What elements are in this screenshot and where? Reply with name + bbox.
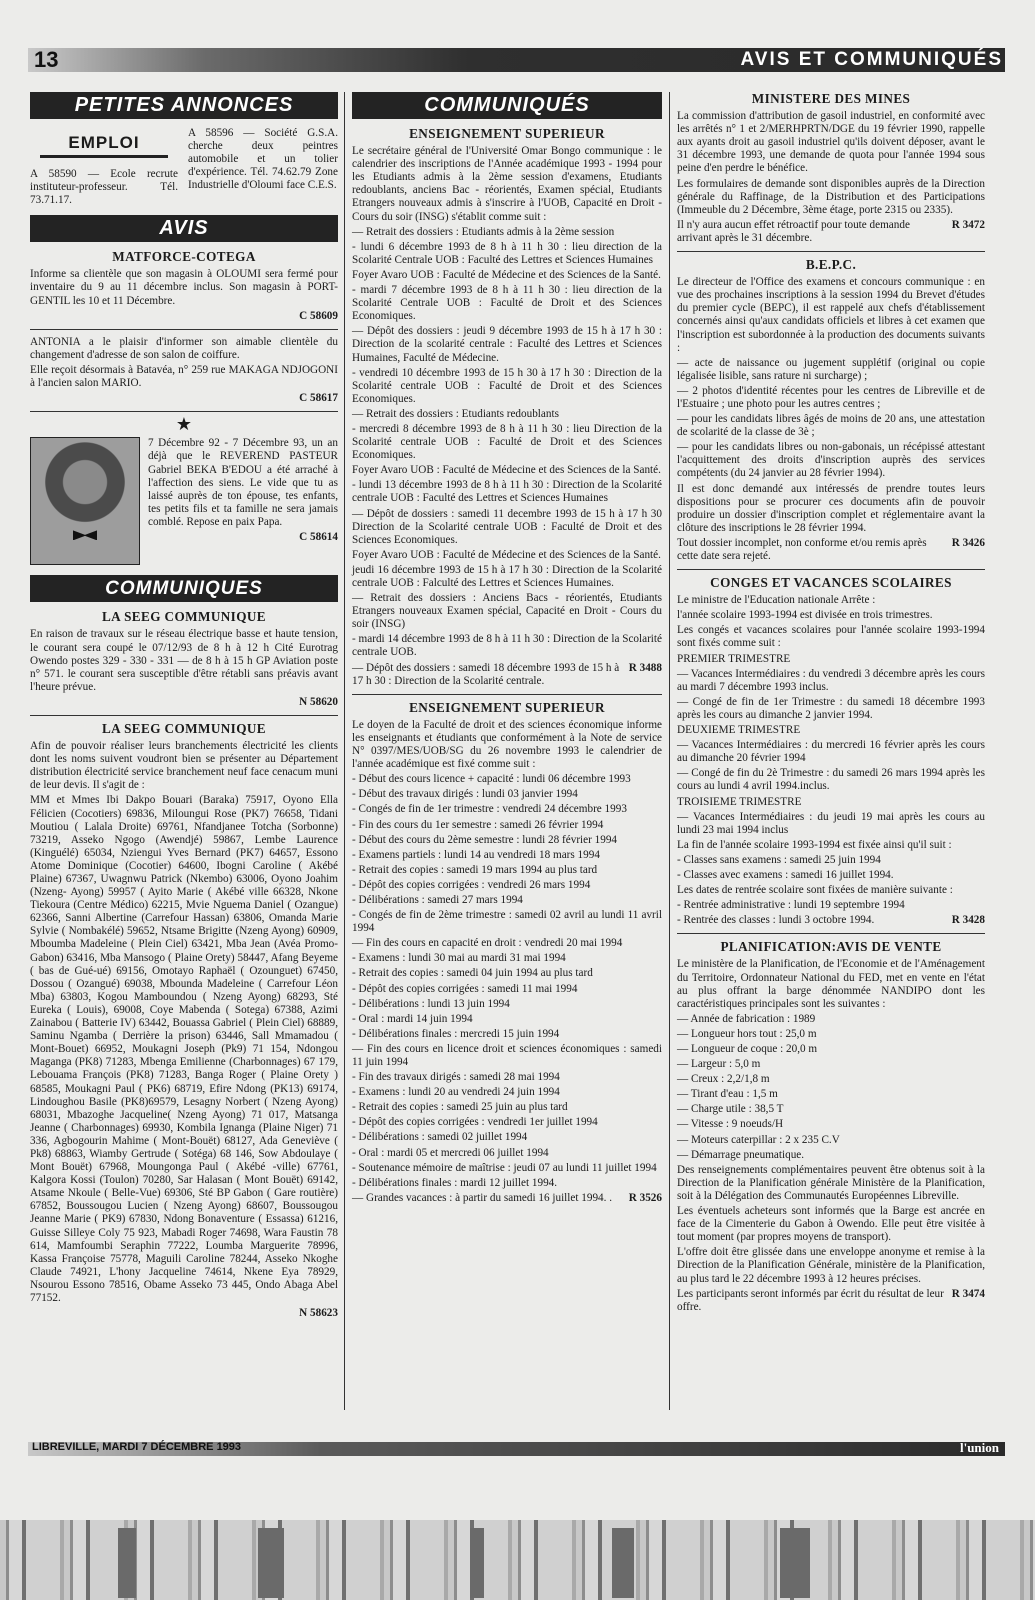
paragraph: - Classes sans examens : samedi 25 juin 1994 [677,853,881,866]
paragraph: - Congés de fin de 1er trimestre : vendredi 24 décembre 1993 [352,803,627,816]
bepc-title: B.E.P.C. [805,257,857,273]
paragraph: — Charge utile : 38,5 T [677,1103,784,1116]
scan-artifact [0,1520,1035,1600]
paragraph: - Délibérations finales : mercredi 15 juin 1994 [352,1027,560,1040]
communiques-banner: COMMUNIQUES [30,575,338,602]
divider [352,694,662,695]
page-number: 13 [34,47,59,72]
section-title: AVIS ET COMMUNIQUÉS [740,49,1003,70]
paragraph: — Longueur de coque : 20,0 m [677,1043,818,1055]
paragraph: - Fin des travaux dirigés : samedi 28 mai 1994 [352,1071,560,1084]
column-1 [30,92,338,1320]
paragraph: — Année de fabrication : 1989 [677,1012,816,1025]
antonia-ref: C 58617 [299,392,338,405]
paragraph: Foyer Avaro UOB : Faculté de Médecine et des Sciences de la Santé. [352,464,661,477]
emploi-section [30,127,338,209]
divider [677,251,985,252]
portrait-photo [30,437,140,565]
matforce-text: Informe sa clientèle que son magasin à OLOUMI sera fermé pour inventaire du 9 au 11 décembre inclus. Son magasin à PORT-GENTIL les 10 et 11 Décembre. [30,268,338,307]
avis-banner: AVIS [30,215,338,242]
enseignement-body-2 [352,719,662,1190]
paragraph: - Classes avec examens : samedi 16 juillet 1994. [677,868,894,881]
seeg-text-1: En raison de travaux sur le réseau électrique basse et haute tension, le courant sera coupé le 07/12/93 de 8 h à 12 h Cité Eurotrag Owendo postes 329 - 330 - 331 — de 8 h à 15 h GP Aviation poste n° 571. le courant sera susceptible d'être rétabli sans préavis avant l'heure prévue. [30,628,338,693]
conges-closing: - Rentrée des classes : lundi 3 octobre 1994. R 3428 [677,914,985,927]
paragraph: - Dépôt des copies corrigées : vendredi 26 mars 1994 [352,878,591,891]
bepc-body [677,276,985,535]
enseignement-title-1: ENSEIGNEMENT SUPERIEUR [409,126,605,141]
divider [30,411,338,412]
antonia-text: ANTONIA a le plaisir d'informer son aimable clientèle du changement d'adresse de son salon de coiffure. [30,335,338,361]
in-memoriam [30,437,338,565]
divider [30,329,338,330]
scan-artifact [612,1528,634,1598]
paragraph: Les congés et vacances scolaires pour l'année scolaire 1993-1994 sont fixés comme suit : [677,624,985,650]
paragraph: - Début des cours du 2ème semestre : lundi 28 février 1994 [352,833,618,846]
paragraph: - Délibérations finales : mardi 12 juillet 1994. [352,1176,558,1189]
seeg-ref-2: N 58623 [299,1307,338,1320]
paragraph: Le directeur de l'Office des examens et concours communique : en vue des prochaines inscriptions à la session 1994 du Brevet d'études du premier cycle (BEPC), il est rappelé aux chefs d'établissement concernés ainsi qu'aux candidats officiels et libres à cet examen que l'inscription est subordonnée à la production des documents suivants : [677,276,985,354]
paragraph: - Examens : lundi 30 mai au mardi 31 mai 1994 [352,952,566,965]
enseignement-ref-2: R 3526 [628,1191,662,1204]
paragraph: - Oral : mardi 14 juin 1994 [352,1012,473,1025]
paragraph: - lundi 13 décembre 1993 de 8 h à 11 h 30 : Direction de la Scolarité centrale UOB : Faculté des Lettres et Sciences Humaines [352,479,662,505]
paragraph: - Rentrée administrative : lundi 19 septembre 1994 [677,899,905,912]
paragraph: - Retrait des copies : samedi 04 juin 1994 au plus tard [352,967,593,980]
paragraph: — Tirant d'eau : 1,5 m [677,1088,778,1101]
seeg-intro-2: Afin de pouvoir réaliser leurs branchements électricité les clients dont les noms suivent voudront bien se présenter au Département distribution électricité service branchement neuf face cenacum muni de leur devis. Il s'agit de : [30,740,338,792]
emploi-ad-left: A 58590 — Ecole recrute instituteur-professeur. Tél. 73.71.17. [30,168,178,207]
paragraph: La commission d'attribution de gasoil industriel, en conformité avec les arrêtés n° 1 et 2/MERHPRTN/DGE du 19 février 1990, rappelle aux ayants droit au gasoil industriel qu'ils doivent déposer, avant le 31 décembre 1993, une demande de quota pour l'année 1994 sous peine d'en perdre le bénéfice. [677,110,985,175]
paragraph: — Congé de fin du 2è Trimestre : du samedi 26 mars 1994 après les cours au lundi 4 avril 1994.inclus. [677,767,985,793]
paragraph: — Creux : 2,2/1,8 m [677,1073,770,1086]
paragraph: — Moteurs caterpillar : 2 x 235 C.V [677,1133,840,1146]
paragraph: - Soutenance mémoire de maîtrise : jeudi 07 au lundi 11 juillet 1994 [352,1161,657,1174]
enseignement-title-2: ENSEIGNEMENT SUPERIEUR [409,699,605,715]
star-icon: ★ [175,414,193,435]
scan-artifact [258,1528,284,1598]
paragraph: TROISIEME TRIMESTRE [677,795,802,808]
paragraph: Les formulaires de demande sont disponibles auprès de la Direction générale du Raffinage, de la Distribution et des Participations (Immeuble du 2 Décembre, 3ème étage, porte 2315 ou 2335). [677,177,985,216]
mines-body [677,110,985,217]
paragraph: Les éventuels acheteurs sont informés que la Barge est ancrée en face de la Cimenterie du Gabon à Owendo. Elle peut être visitée à tout moment (par propres moyens de transport). [677,1205,985,1244]
paragraph: — Retrait des dossiers : Etudiants redoublants [352,407,559,420]
paragraph: - Délibérations : samedi 27 mars 1994 [352,893,523,906]
paragraph: - Examens : lundi 20 au vendredi 24 juin 1994 [352,1086,560,1099]
paragraph: PREMIER TRIMESTRE [677,652,791,665]
column-3 [677,92,985,1314]
antonia-address: Elle reçoit désormais à Batavéa, n° 259 rue MAKAGA NDJOGONI à l'ancien salon MARIO. [30,363,338,390]
paragraph: L'offre doit être glissée dans une enveloppe anonyme et remise à la Direction de la Planification Générale, ministère de la Planification, au plus tard le 22 décembre 1993 à 12 heures précises. [677,1246,985,1285]
scan-artifact [470,1528,484,1598]
memoriam-ref: C 58614 [299,530,338,543]
mines-ref: R 3472 [951,218,985,231]
divider [677,569,985,570]
paragraph: - Dépôt des copies corrigées : samedi 11 mai 1994 [352,982,578,995]
paragraph: - Retrait des copies : samedi 25 juin au plus tard [352,1101,568,1114]
paragraph: — Dépôt de dossiers : samedi 11 decembre 1993 de 15 h à 17 h 30 Direction de la Scolarité centrale UOB : Faculté de Droit et des Sciences Economiques. [352,507,662,546]
paragraph: Le ministre de l'Education nationale Arrête : [677,594,876,607]
paragraph: — Vacances Intermédiaires : du vendredi 3 décembre après les cours au mardi 7 décembre 1993 inclus. [677,667,985,693]
paragraph: — Retrait des dossiers : Etudiants admis à la 2ème session [352,225,615,238]
paragraph: Foyer Avaro UOB : Faculté de Médecine et des Sciences de la Santé. [352,548,661,561]
paragraph: — Vacances Intermédiaires : du mercredi 16 février après les cours au dimanche 20 février 1994 [677,739,985,765]
paragraph: Il est donc demandé aux intéressés de prendre toutes leurs dispositions pour se procurer ces documents afin de pouvoir produire un dossier d'inscription complet et réglementaire avant la clôture des inscriptions le 28 février 1994. [677,482,985,534]
paragraph: - Début des cours licence + capacité : lundi 06 décembre 1993 [352,773,631,786]
paragraph: Foyer Avaro UOB : Faculté de Médecine et des Sciences de la Santé. [352,268,661,281]
seeg-title-2: LA SEEG COMMUNIQUE [101,720,266,736]
paragraph: — pour les candidats libres âgés de moins de 20 ans, une attestation de scolarité de la classe de 3è ; [677,413,985,439]
conges-title: CONGES ET VACANCES SCOLAIRES [710,575,952,591]
footer-date: LIBREVILLE, MARDI 7 DÉCEMBRE 1993 [32,1441,242,1453]
paragraph: — Congé de fin de 1er Trimestre : du samedi 18 décembre 1993 après les cours au dimanche 2 janvier 1994. [677,695,985,721]
enseignement-body-1 [352,145,662,659]
paragraph: Des renseignements complémentaires peuvent être obtenus soit à la Direction de la Planification générale Ministère de la Planification, soit à la Délégation des Communautés Européennes Libreville. [677,1163,985,1202]
matforce-ref: C 58609 [299,309,338,322]
planification-title: PLANIFICATION:AVIS DE VENTE [720,939,942,955]
paragraph: — Fin des cours en capacité en droit : vendredi 20 mai 1994 [352,937,623,950]
planification-ref: R 3474 [951,1287,985,1300]
paragraph: - Délibérations : lundi 13 juin 1994 [352,997,510,1010]
paragraph: - mardi 7 décembre 1993 de 8 h à 11 h 30 : lieu direction de la Scolarité Centrale UOB : Faculté de Droit et des Sciences Economiques. [352,284,662,323]
paragraph: Les dates de rentrée scolaire sont fixées de manière suivante : [677,884,953,897]
paragraph: — Dépôt des dossiers : jeudi 9 décembre 1993 de 15 h à 17 h 30 : Direction de la scolarité centrale : Faculté des Lettres et Sciences Humaines, Faculté de Médecine. [352,325,662,364]
seeg-ref-1: N 58620 [299,695,338,708]
communiques-banner: COMMUNIQUÉS [352,92,662,119]
paragraph: — Longueur hors tout : 25,0 m [677,1027,817,1040]
scan-artifact [780,1528,810,1598]
column-divider [669,92,670,1410]
paragraph: - Délibérations : samedi 02 juillet 1994 [352,1131,528,1144]
paragraph: l'année scolaire 1993-1994 est divisée en trois trimestres. [677,609,933,622]
mines-title: MINISTERE DES MINES [751,91,911,106]
paragraph: - vendredi 10 décembre 1993 de 15 h 30 à 17 h 30 : Direction de la Scolarité centrale UOB : Faculté de Droit et des Sciences Economiques. [352,366,662,405]
paragraph: — Vitesse : 9 noeuds/H [677,1118,784,1131]
divider [30,715,338,716]
memoriam-text: 7 Décembre 92 - 7 Décembre 93, un an déjà que le REVEREND PASTEUR Gabriel BEKA B'EDOU a été arraché à l'affection des siens. Le vide que tu as laissé auprès de ton épouse, tes enfants, tes petits fils et ta famille ne sera jamais comblé. Repose en paix Papa. [148,437,338,528]
petites-annonces-banner: PETITES ANNONCES [30,92,338,119]
paragraph: — Vacances Intermédiaires : du jeudi 19 mai après les cours au lundi 23 mai 1994 inclus [677,810,985,836]
paragraph: — acte de naissance ou jugement supplétif (original ou copie légalisée lisible, sans rature ni surcharge) ; [677,356,985,382]
conges-ref: R 3428 [951,914,985,927]
planification-closing: Les participants seront informés par écrit du résultat de leur offre. R 3474 [677,1287,985,1313]
divider [677,933,985,934]
paragraph: - lundi 6 décembre 1993 de 8 h à 11 h 30 : lieu direction de la Scolarité Centrale UOB : Faculté des Lettres et Sciences Humaines [352,240,662,266]
paragraph: - Retrait des copies : samedi 19 mars 1994 au plus tard [352,863,598,876]
paragraph: - Début des travaux dirigés : lundi 03 janvier 1994 [352,788,578,801]
enseignement-closing-1: — Dépôt des dossiers : samedi 18 décembre 1993 de 15 h à 17 h 30 : Direction de la Scolarité centrale. R 3488 [352,661,662,687]
emploi-ad-right: A 58596 — Société G.S.A. cherche deux peintres automobile et un tolier d'expérience. Tél. 74.62.79 Zone Industrielle d'Oloumi face C.E.S. [188,127,338,192]
paragraph: - Congés de fin de 2ème trimestre : samedi 02 avril au lundi 11 avril 1994 [352,909,662,935]
paragraph: jeudi 16 décembre 1993 de 15 h à 17 h 30 : Direction de la Scolarité centrale UOB : Falculté des Lettres et Sciences Humaines. [352,563,662,589]
paragraph: — pour les candidats libres ou non-gabonais, un récépissé attestant l'acquittement des droits d'inscription auprès des services compétents (du 24 janvier au 28 février 1994). [677,441,985,480]
paragraph: - Dépôt des copies corrigées : vendredi 1er juillet 1994 [352,1116,598,1129]
paragraph: Le doyen de la Faculté de droit et des sciences économique informe les enseignants et étudiants que conformément à la Note de service N° 0397/MES/UOB/SG du 26 novembre 1993 le calendrier de l'année académique est fixé comme suit : [352,718,662,771]
column-2 [352,92,662,1205]
bepc-closing: Tout dossier incomplet, non conforme et/ou remis après cette date sera rejeté. R 3426 [677,536,985,562]
paragraph: - mercredi 8 décembre 1993 de 8 h à 11 h 30 : lieu Direction de la Scolarité centrale UOB : Faculté de Droit et des Sciences Economiques. [352,422,662,462]
newspaper-logo: l'union [959,1440,999,1455]
seeg-title-1: LA SEEG COMMUNIQUE [101,609,266,625]
planification-body [677,958,985,1285]
emploi-title: EMPLOI [40,133,168,158]
paragraph: Le ministère de la Planification, de l'Economie et de l'Aménagement du Territoire, Ordonnateur National du FED, met en vente en l'état au plus offrant la barge dénommée NANDIPO dont les caractéristiques principales sont les suivantes : [677,958,985,1010]
paragraph: — Retrait des dossiers : Anciens Bacs - réorientés, Etudiants Etrangers nouveaux Examen spécial, Capacité en Droit - Cours du soir (INSG) [352,592,662,631]
matforce-title: MATFORCE-COTEGA [112,249,256,265]
paragraph: DEUXIEME TRIMESTRE [677,724,801,737]
paragraph: — Fin des cours en licence droit et sciences économiques : samedi 11 juin 1994 [352,1042,662,1068]
paragraph: — Démarrage pneumatique. [677,1148,805,1161]
paragraph: - Fin des cours du 1er semestre : samedi 26 février 1994 [352,818,604,831]
seeg-client-list: MM et Mmes Ibi Dakpo Bouari (Baraka) 75917, Oyono Ella Félicien (Cocotiers) 69836, Miloungui Rose (PK7) 76658, Tidani Moutiou ( Lalala Droite) 69761, Nfandjanee Totcha (Sorbonne) 73219, Asseko Ngogo (Awendjé) 59867, Lembe Laurence (Kinguélé) 65034, Nziengui Yves Bernard (PK7) 64657, Essono Atome Dominique (Cocotier) 64600, Ibogni Caroline ( Akébé Plaine) 67367, Uwagnwu Patrick (Nkembo) 63006, Oyono Joahim (Nzeng- Ayong) 59957 ( Ayito Marie ( Akébé ville 66328, Nkone Tiekoura (Centre Médico) 62215, Mvie Nguema Daniel ( Ozangue) 62366, Sanni Albertine (Carrefour Hassan) 63806, Omanda Marie Sylvie ( Nombakélé) 59652, Ntsame Brigitte (Nzeng Ayong) 60909, Mboumba Madeleine ( Plein Ciel) 63421, Mba Jean (Avéa Promo-Gabon) 63416, Mba Mansogo ( Plaine Orety) 58447, Afang Beyeme ( bas de Gué-ué) 69156, Omotayo Raphaël ( Ozounguet) 67450, Dossou ( Ozangué) 69038, Mbounda Madeleine ( Carrefour Léon Mba) 63803, Kogou Mamboundou ( Nzeng Ayong) 68293, Sté Eureka ( Louis), 69008, Coye Mabenda ( Sotega) 67388, Azimi Zainabou ( Batterie IV) 63442, Bouassa Gabriel ( Plein Ciel) 68889, Saminu Ngamba ( Derrière la prison) 63446, Sall Mmamadou ( Mont-Bouet) 66952, Moukagni Joseph (Pk9) 71 154, Ndongou Maganga (PK8) 71283, Mbenga Emilienne (Charbonnages) 67 179, Lebouama François (PK8) 71283, Banga Roger ( Plaine Orety ) 68585, Moukagni Paul ( PK6) 68719, Efire Ndong (PK13) 69174, Lindoughou Basile (PK8)69579, Lesagny Norbert ( Nzeng Ayong) 68031, Mbazoghe Jacqueline( Nzeng Ayong) 71 017, Matsanga Jeanne ( Charbonnages) 69930, Kombila Ignanga (Plaine Niger) 71 336, Agbogourin Mahime ( Mont-Bouët) 68127, Ada Geneviève ( Pk8) 68863, Wiamby Gertrude ( Sotéga) 68 146, Sow Abdoulaye ( Mont Bouët) 67968, Moungonga Paul ( Akébé -ville) 67761, Kalgora Kossi (Toulon) 70280, Sar Halasan ( Mont Bouët) 69142, Atsame Nkoule ( Belle-Vue) 69306, Sté BP Gabon ( Gare routière) 67852, Boussougou Lucien ( Nzeng Ayong) 68607, Boussougou Jeanne Marie ( PK9) 67830, Ndong Bonaventure ( Essassa) 61216, Guisse Silleye Coly 75 923, Mabadi Roger 74698, Wara Faustin 78 614, Mamfoumbi Seraphin 77222, Loumba Marguerite 78996, Kassa Françoise 75778, Maguili Caroline 78244, Asseko Nkoghe Claude 74921, L'hony Jacqueline 74614, Nkene Eya 78929, Nsourou Essono 78516, Obame Asseko 73 445, Ondo Abaga Abel 77152. [30,794,338,1304]
paragraph: - Oral : mardi 05 et mercredi 06 juillet 1994 [352,1146,549,1159]
mines-closing: Il n'y aura aucun effet rétroactif pour toute demande arrivant après le 31 décembre. R 3472 [677,218,985,244]
conges-body [677,594,985,912]
paragraph: — 2 photos d'identité récentes pour les centres de Libreville et de l'Estuaire ; une photo pour les autres centres ; [677,384,985,410]
enseignement-ref-1: R 3488 [628,661,662,674]
paragraph: La fin de l'année scolaire 1993-1994 est fixée ainsi qu'il suit : [677,838,952,851]
scan-artifact [118,1528,136,1598]
column-divider [344,92,345,1410]
paragraph: - Examens partiels : lundi 14 au vendredi 18 mars 1994 [352,848,600,861]
enseignement-closing-2: — Grandes vacances : à partir du samedi 16 juillet 1994. . R 3526 [352,1191,662,1204]
paragraph: - mardi 14 décembre 1993 de 8 h à 11 h 30 : Direction de la Scolarité centrale UOB. [352,633,662,659]
paragraph: Le secrétaire général de l'Université Omar Bongo communique : le calendrier des inscriptions de l'Année académique 1993 - 1994 pour les Etudiants admis à la 2ème session d'examens, Etudiants redoublants, anciens Bac - réorientés, Examen spécial, Etudiants Etrangers nouveaux admis à s'inscrire à l'UOB, Capacité en Droit - Cours du soir (INSG) s'établit comme suit : [352,145,662,223]
bepc-ref: R 3426 [951,536,985,549]
paragraph: — Largeur : 5,0 m [677,1058,761,1071]
